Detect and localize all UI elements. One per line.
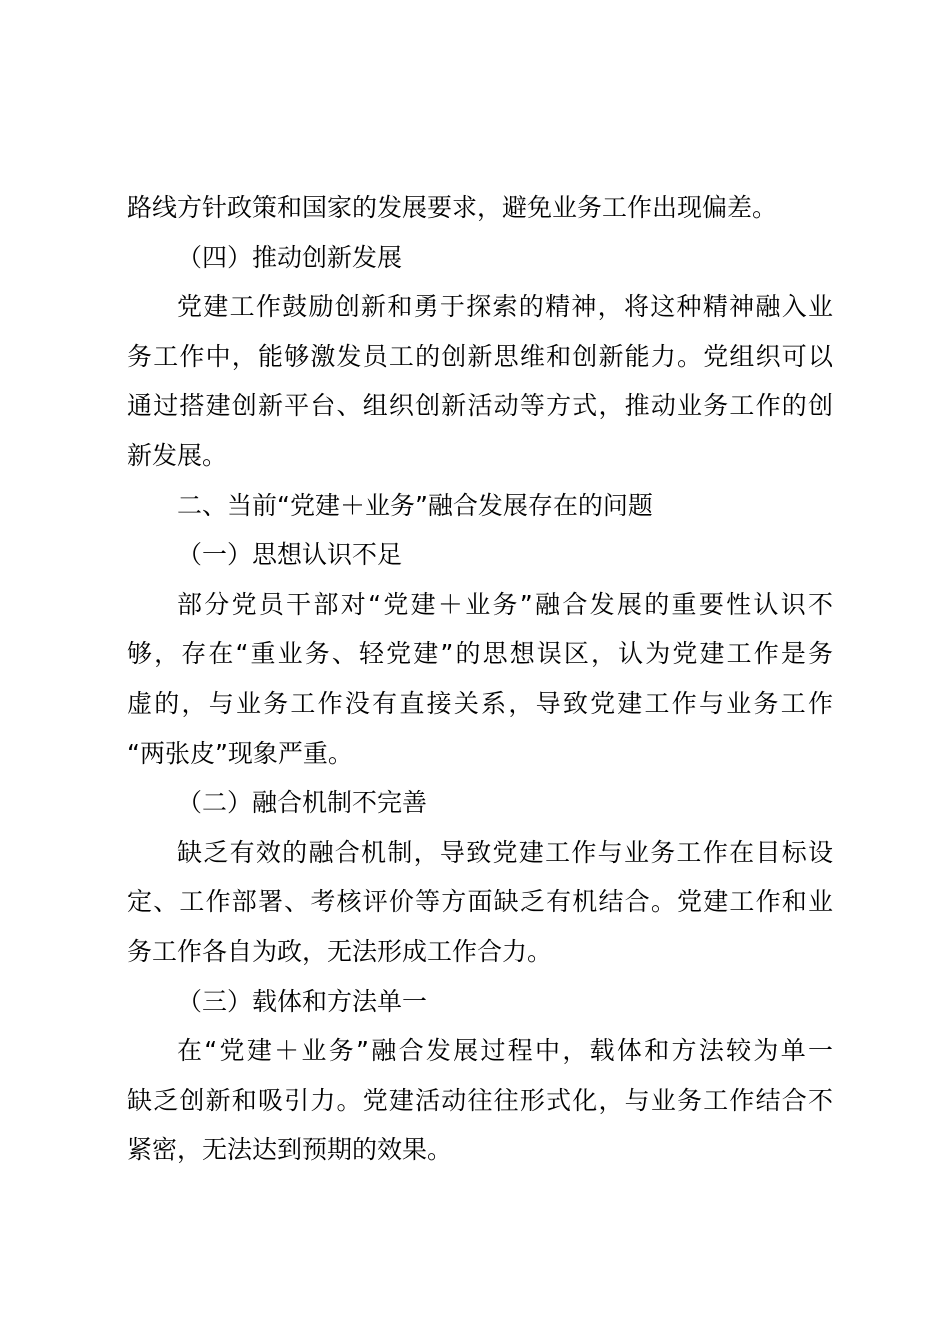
paragraph-line: 缺乏创新和吸引力。党建活动往往形式化，与业务工作结合不 <box>127 1085 833 1115</box>
paragraph-line: 定、工作部署、考核评价等方面缺乏有机结合。党建工作和业 <box>127 887 833 917</box>
paragraph-line: 在“党建＋业务”融合发展过程中，载体和方法较为单一 <box>177 1036 833 1066</box>
section-heading: （二）融合机制不完善 <box>177 788 428 818</box>
paragraph-line: 党建工作鼓励创新和勇于探索的精神，将这种精神融入业 <box>177 292 833 322</box>
paragraph-line: “两张皮”现象严重。 <box>127 738 353 768</box>
section-heading: （四）推动创新发展 <box>177 242 403 272</box>
section-heading: （一）思想认识不足 <box>177 540 403 570</box>
paragraph-line: 新发展。 <box>127 440 228 470</box>
section-heading: （三）载体和方法单一 <box>177 986 428 1016</box>
section-heading: 二、当前“党建＋业务”融合发展存在的问题 <box>177 490 653 520</box>
document-body <box>127 183 833 1175</box>
paragraph-line: 够，存在“重业务、轻党建”的思想误区，认为党建工作是务 <box>127 639 833 669</box>
paragraph-line: 路线方针政策和国家的发展要求，避免业务工作出现偏差。 <box>127 193 778 222</box>
paragraph-line: 部分党员干部对“党建＋业务”融合发展的重要性认识不 <box>177 589 833 619</box>
paragraph-line: 缺乏有效的融合机制，导致党建工作与业务工作在目标设 <box>177 837 833 867</box>
paragraph-line: 通过搭建创新平台、组织创新活动等方式，推动业务工作的创 <box>127 391 833 421</box>
paragraph-line: 务工作中，能够激发员工的创新思维和创新能力。党组织可以 <box>127 341 833 371</box>
paragraph-line: 虚的，与业务工作没有直接关系，导致党建工作与业务工作 <box>127 688 833 718</box>
paragraph-line: 务工作各自为政，无法形成工作合力。 <box>127 936 553 966</box>
paragraph-line: 紧密，无法达到预期的效果。 <box>127 1135 453 1165</box>
